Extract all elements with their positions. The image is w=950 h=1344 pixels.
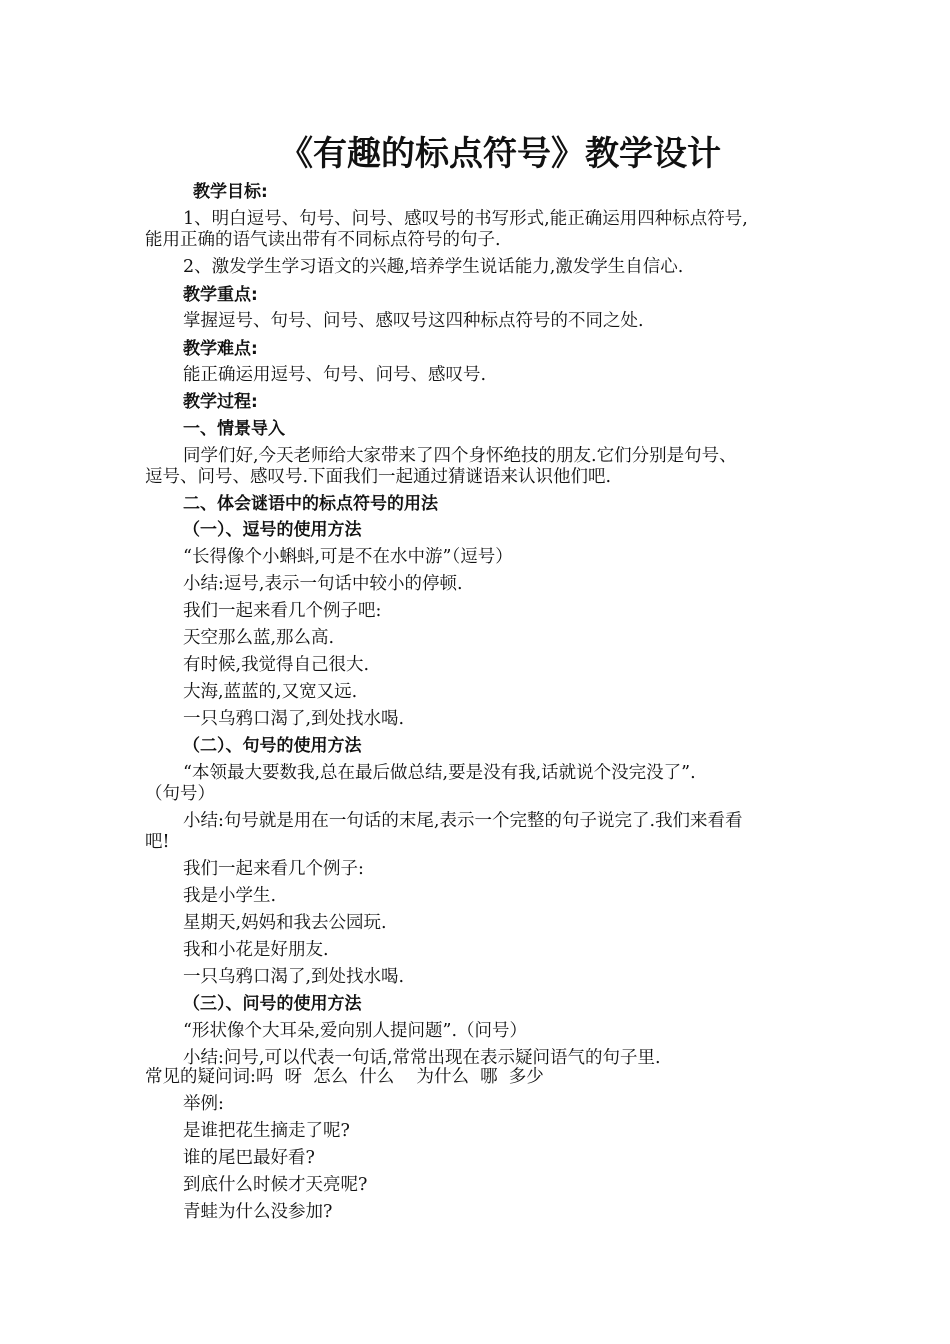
period-example-1: 我是小学生. [183,886,277,906]
comma-example-2: 有时候,我觉得自己很大. [183,655,370,675]
goal-2: 2、激发学生学习语文的兴趣,培养学生说话能力,激发学生自信心. [183,257,684,277]
period-example-3: 我和小花是好朋友. [183,940,329,960]
question-example-4: 青蛙为什么没参加? [183,1202,333,1222]
comma-example-3: 大海,蓝蓝的,又宽又远. [183,682,358,702]
question-riddle: “形状像个大耳朵,爱向别人提问题”.（问号） [183,1021,528,1041]
question-examples-intro: 举例: [183,1094,224,1114]
question-words: 常见的疑问词:吗 呀 怎么 什么 为什么 哪 多少 [145,1067,544,1087]
goal-heading: 教学目标: [193,182,268,202]
comma-example-1: 天空那么蓝,那么高. [183,628,335,648]
section-1-text-line-2: 逗号、问号、感叹号.下面我们一起通过猜谜语来认识他们吧. [145,467,612,487]
period-example-4: 一只乌鸦口渴了,到处找水喝. [183,967,405,987]
period-riddle-line-2: （句号） [145,784,215,804]
key-heading: 教学重点: [183,285,258,305]
question-example-2: 谁的尾巴最好看? [183,1148,315,1168]
section-1-text-line-1: 同学们好,今天老师给大家带来了四个身怀绝技的朋友.它们分别是句号、 [183,446,737,466]
period-summary-line-2: 吧! [145,832,170,852]
question-example-1: 是谁把花生摘走了呢? [183,1121,350,1141]
period-riddle-line-1: “本领最大要数我,总在最后做总结,要是没有我,话就说个没完没了”. [183,763,696,783]
comma-example-4: 一只乌鸦口渴了,到处找水喝. [183,709,405,729]
key-text: 掌握逗号、句号、问号、感叹号这四种标点符号的不同之处. [183,311,644,331]
difficulty-heading: 教学难点: [183,339,258,359]
section-2-heading: 二、体会谜语中的标点符号的用法 [183,494,438,514]
comma-examples-intro: 我们一起来看几个例子吧: [183,601,382,621]
period-example-2: 星期天,妈妈和我去公园玩. [183,913,387,933]
goal-1-line-2: 能用正确的语气读出带有不同标点符号的句子. [145,230,501,250]
section-1-heading: 一、情景导入 [183,419,285,439]
period-summary-line-1: 小结:句号就是用在一句话的末尾,表示一个完整的句子说完了.我们来看看 [183,811,743,831]
comma-riddle: “长得像个小蝌蚪,可是不在水中游”（逗号） [183,547,513,567]
question-subheading: （三）、问号的使用方法 [183,994,362,1014]
comma-subheading: （一）、逗号的使用方法 [183,520,362,540]
document-title: 《有趣的标点符号》教学设计 [279,134,721,174]
comma-summary: 小结:逗号,表示一句话中较小的停顿. [183,574,463,594]
period-examples-intro: 我们一起来看几个例子: [183,859,364,879]
question-summary: 小结:问号,可以代表一句话,常常出现在表示疑问语气的句子里. [183,1048,661,1068]
question-example-3: 到底什么时候才天亮呢? [183,1175,368,1195]
goal-1-line-1: 1、明白逗号、句号、问号、感叹号的书写形式,能正确运用四种标点符号, [183,209,748,229]
period-subheading: （二）、句号的使用方法 [183,736,362,756]
process-heading: 教学过程: [183,392,258,412]
difficulty-text: 能正确运用逗号、句号、问号、感叹号. [183,365,487,385]
